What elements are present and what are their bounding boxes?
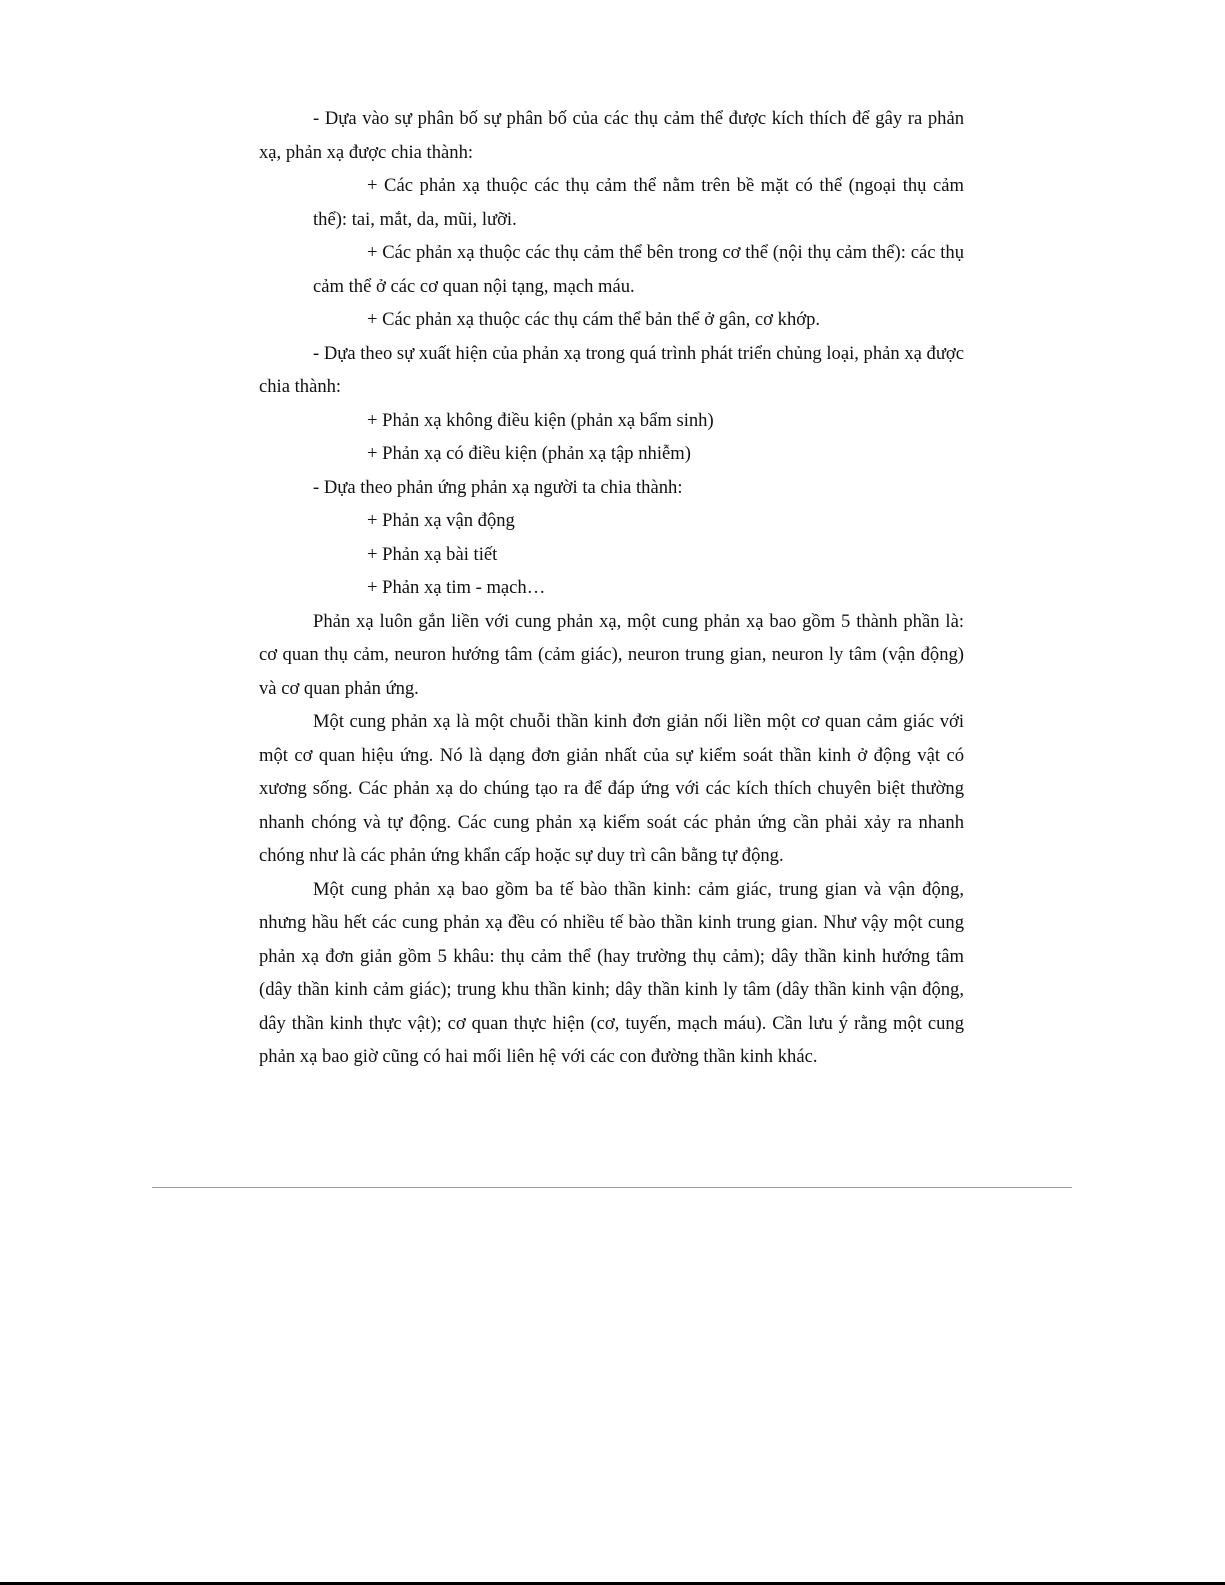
list-item-cardiovascular: + Phản xạ tim - mạch… [367, 577, 546, 598]
list-item-unconditioned: + Phản xạ không điều kiện (phản xạ bẩm sinh) [367, 409, 714, 431]
document-body [259, 102, 964, 1074]
paragraph-classification-response: - Dựa theo phản ứng phản xạ người ta chia thành: [313, 476, 683, 498]
paragraph-reflex-arc-structure: Một cung phản xạ bao gồm ba tế bào thần kinh: cảm giác, trung gian và vận động, nhưng hầu hết các cung phản xạ đều có nhiều tế bào thần kinh trung gian. Như vậy một cung phản xạ đơn giản gồm 5 khâu: thụ cảm thể (hay trường thụ cảm); dây thần kinh hướng tâm (dây thần kinh cảm giác); trung khu thần kinh; dây thần kinh ly tâm (dây thần kinh vận động, dây thần kinh thực vật); cơ quan thực hiện (cơ, tuyến, mạch máu). Cần lưu ý rằng một cung phản xạ bao giờ cũng có hai mối liên hệ với các con đường thần kinh khác. [259, 878, 964, 1067]
paragraph-classification-distribution: - Dựa vào sự phân bố sự phân bố của các thụ cảm thể được kích thích để gây ra phản xạ, phản xạ được chia thành: [259, 108, 964, 163]
list-item-motor: + Phản xạ vận động [367, 510, 515, 531]
paragraph-reflex-arc-components: Phản xạ luôn gắn liền với cung phản xạ, một cung phản xạ bao gồm 5 thành phần là: cơ quan thụ cảm, neuron hướng tâm (cảm giác), neuron trung gian, neuron ly tâm (vận động) và cơ quan phản ứng. [259, 610, 964, 699]
list-item-conditioned: + Phản xạ có điều kiện (phản xạ tập nhiễm) [367, 443, 691, 464]
list-item-exteroceptor: + Các phản xạ thuộc các thụ cảm thể nằm trên bề mặt có thể (ngoại thụ cảm thể): tai, mắt, da, mũi, lưỡi. [313, 175, 964, 230]
section-divider [152, 1187, 1072, 1188]
list-item-proprioceptor: + Các phản xạ thuộc các thụ cám thể bản thể ở gân, cơ khớp. [367, 309, 821, 330]
paragraph-classification-evolution: - Dựa theo sự xuất hiện của phản xạ trong quá trình phát triển chủng loại, phản xạ được chia thành: [259, 342, 964, 397]
list-item-secretory: + Phản xạ bài tiết [367, 543, 498, 565]
paragraph-reflex-arc-definition: Một cung phản xạ là một chuỗi thần kinh đơn giản nối liền một cơ quan cảm giác với một cơ quan hiệu ứng. Nó là dạng đơn giản nhất của sự kiểm soát thần kinh ở động vật có xương sống. Các phản xạ do chúng tạo ra để đáp ứng với các kích thích chuyên biệt thường nhanh chóng và tự động. Các cung phản xạ kiểm soát các phản ứng cần phải xảy ra nhanh chóng như là các phản ứng khẩn cấp hoặc sự duy trì cân bằng tự động. [259, 711, 964, 866]
list-item-interoceptor: + Các phản xạ thuộc các thụ cảm thể bên trong cơ thể (nội thụ cảm thể): các thụ cảm thể ở các cơ quan nội tạng, mạch máu. [313, 242, 964, 297]
